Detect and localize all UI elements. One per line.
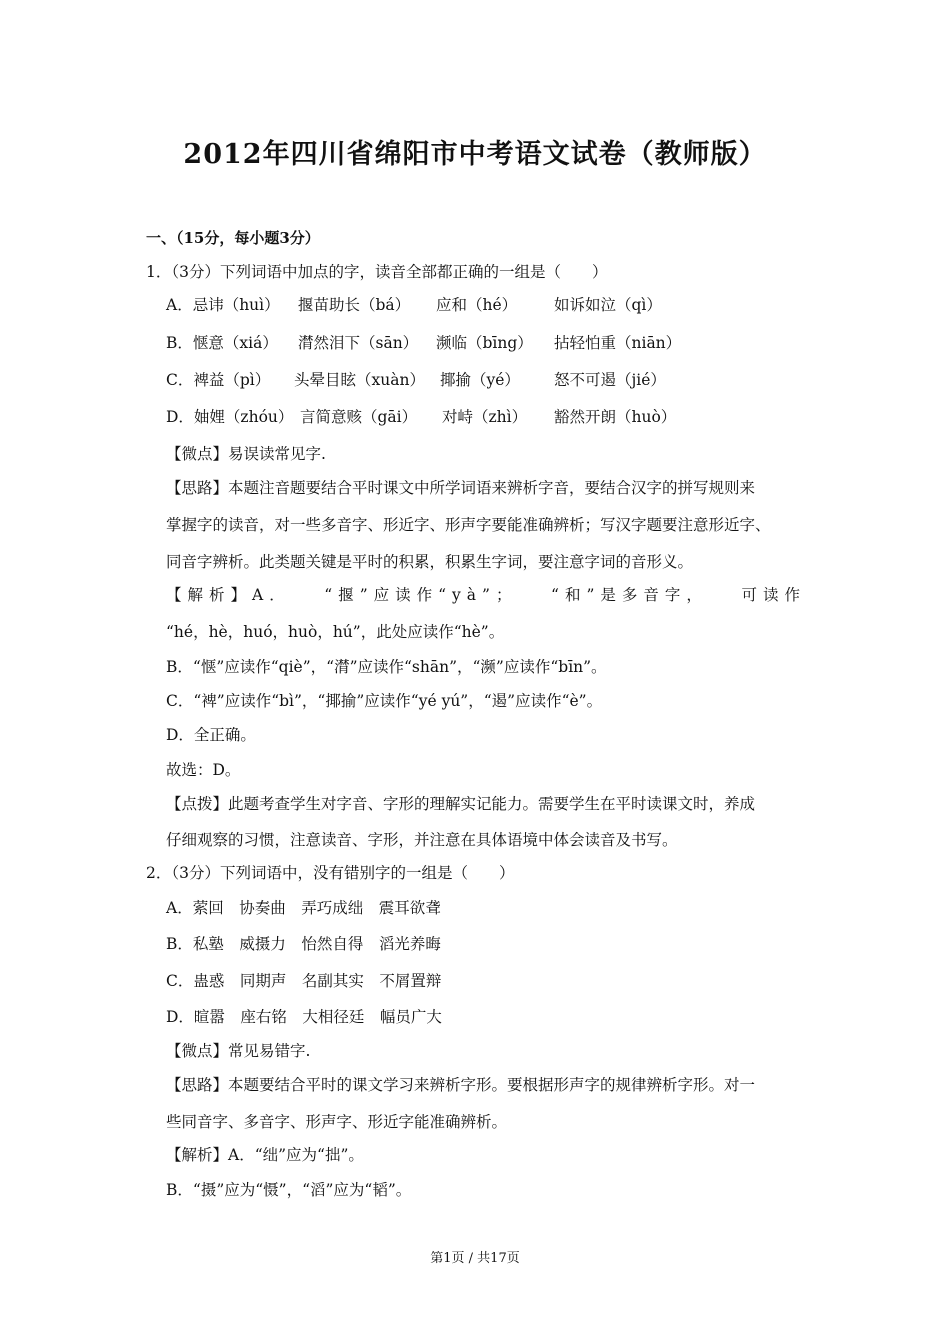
q1-jiexi-line (166, 585, 806, 605)
q1-silu-line: 同音字辨析。此类题关键是平时的积累，积累生字词，要注意字词的音形义。 (166, 553, 694, 571)
option-term: 濒临（bīng） (436, 334, 533, 352)
page-title: 2012年四川省绵阳市中考语文试卷（教师版） (183, 139, 767, 170)
question-1-stem: 1．（3分）下列词语中加点的字，读音全部都正确的一组是（ ） (146, 263, 608, 281)
page-footer: 第1页 / 共17页 (430, 1251, 520, 1266)
option-term: 言简意赅（gāi） (300, 408, 418, 426)
option-term: 如诉如泣（qì） (554, 296, 662, 314)
option-term: 应和（hé） (436, 296, 518, 314)
option-term: 豁然开朗（huò） (554, 408, 677, 426)
section-heading: 一、（15分，每小题3分） (146, 229, 320, 247)
jiexi-part: “揠”应读作“yà”； (324, 586, 518, 604)
jiexi-part: 可读作 (741, 586, 806, 604)
option-term: 揠苗助长（bá） (298, 296, 411, 314)
question-1-option-a (166, 295, 662, 315)
q2-jiexi-a: 【解析】A．“绌”应为“拙”。 (166, 1146, 364, 1164)
option-term: 潸然泪下（sān） (298, 334, 419, 352)
q1-silu-line: 【思路】本题注音题要结合平时课文中所学词语来辨析字音，要结合汉字的拼写规则来 (166, 479, 756, 497)
question-1-option-c (166, 370, 666, 390)
option-term: 怒不可遏（jié） (554, 371, 666, 389)
q2-weidian: 【微点】常见易错字. (166, 1042, 311, 1060)
q1-jiexi-c: C．“裨”应读作“bì”，“揶揄”应读作“yé yú”，“遏”应读作“è”。 (166, 692, 603, 710)
question-2-option-b: B．私塾 威摄力 怡然自得 滔光养晦 (166, 935, 441, 953)
q1-jiexi-d: D．全正确。 (166, 726, 256, 744)
question-2-option-d: D．暄嚣 座右铭 大相径廷 幅员广大 (166, 1008, 442, 1026)
question-2-option-c: C．蛊惑 同期声 名副其实 不屑置辩 (166, 972, 442, 990)
q1-weidian: 【微点】易误读常见字. (166, 445, 326, 463)
option-term: B．惬意（xiá） (166, 334, 278, 352)
option-term: 头晕目眩（xuàn） (294, 371, 425, 389)
q1-dianbo-line: 【点拨】此题考查学生对字音、字形的理解实记能力。需要学生在平时读课文时，养成 (166, 795, 756, 813)
option-term: 对峙（zhì） (442, 408, 528, 426)
option-term: 揶揄（yé） (440, 371, 520, 389)
jiexi-part: 【解析】A． (166, 586, 291, 604)
option-term: D．妯娌（zhóu） (166, 408, 294, 426)
q1-jiexi-b: B．“惬”应读作“qiè”，“潸”应读作“shān”，“濒”应读作“bīn”。 (166, 658, 607, 676)
q2-jiexi-b: B．“摄”应为“慑”，“滔”应为“韬”。 (166, 1181, 412, 1199)
option-term: C．裨益（pì） (166, 371, 271, 389)
question-1-option-d (166, 407, 676, 427)
q2-silu-line: 【思路】本题要结合平时的课文学习来辨析字形。要根据形声字的规律辨析字形。对一 (166, 1076, 756, 1094)
option-term: 拈轻怕重（niān） (554, 334, 682, 352)
q1-dianbo-line: 仔细观察的习惯，注意读音、字形，并注意在具体语境中体会读音及书写。 (166, 831, 678, 849)
q2-silu-line: 些同音字、多音字、形声字、形近字能准确辨析。 (166, 1113, 508, 1131)
question-2-stem: 2．（3分）下列词语中，没有错别字的一组是（ ） (146, 864, 515, 882)
question-1-option-b (166, 333, 681, 353)
option-term: A．忌讳（huì） (166, 296, 280, 314)
q1-silu-line: 掌握字的读音，对一些多音字、形近字、形声字要能准确辨析；写汉字题要注意形近字、 (166, 516, 771, 534)
question-2-option-a: A．萦回 协奏曲 弄巧成绌 震耳欲聋 (166, 899, 441, 917)
jiexi-part: “和”是多音字， (551, 586, 708, 604)
q1-answer: 故选：D。 (166, 761, 241, 779)
q1-jiexi-line: “hé，hè，huó，huò，hú”，此处应读作“hè”。 (166, 623, 505, 641)
